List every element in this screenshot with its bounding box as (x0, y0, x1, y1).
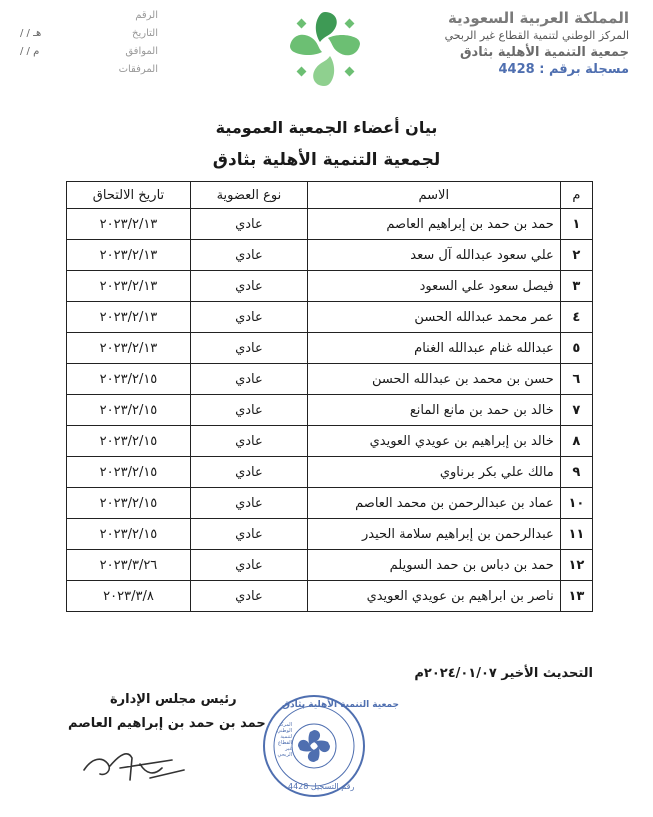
row-name-cell: فيصل سعود علي السعود (307, 271, 560, 302)
row-num-cell: ٥ (560, 333, 592, 364)
table-row (67, 550, 593, 581)
row-num-cell: ١٢ (560, 550, 592, 581)
row-type-cell: عادي (190, 519, 307, 550)
row-date-cell: ٢٠٢٣/٢/١٥ (67, 457, 191, 488)
equiv-date-label: الموافق (125, 46, 158, 57)
header-type: نوع العضوية (190, 182, 307, 209)
table-row (67, 364, 593, 395)
row-type-cell: عادي (190, 395, 307, 426)
society-name: جمعية التنمية الأهلية بثادق (459, 45, 629, 60)
row-name-cell: خالد بن إبراهيم بن عويدي العويدي (307, 426, 560, 457)
row-date-cell: ٢٠٢٣/٢/١٣ (67, 302, 191, 333)
row-type-cell: عادي (190, 209, 307, 240)
table-row (67, 333, 593, 364)
row-date-cell: ٢٠٢٣/٢/١٥ (67, 488, 191, 519)
registration-number: مسجلة برقم : 4428 (498, 62, 629, 77)
table-row (67, 271, 593, 302)
signature (80, 740, 190, 790)
row-num-cell: ٨ (560, 426, 592, 457)
table-row (67, 395, 593, 426)
row-num-cell: ٩ (560, 457, 592, 488)
table-row (67, 519, 593, 550)
row-name-cell: ناصر بن ابراهيم بن عويدي العويدي (307, 581, 560, 612)
society-logo (280, 6, 370, 92)
row-type-cell: عادي (190, 550, 307, 581)
center-name: المركز الوطني لتنمية القطاع غير الربحي (444, 29, 629, 42)
row-name-cell: عبدالله غنام عبدالله الغنام (307, 333, 560, 364)
attachments-label: المرفقات (118, 64, 158, 75)
official-stamp (262, 694, 400, 798)
number-label: الرقم (135, 10, 158, 21)
table-row (67, 209, 593, 240)
table-row (67, 457, 593, 488)
row-date-cell: ٢٠٢٣/٣/٨ (67, 581, 191, 612)
header-num: م (560, 182, 592, 209)
row-name-cell: عمر محمد عبدالله الحسن (307, 302, 560, 333)
row-type-cell: عادي (190, 333, 307, 364)
kingdom-name: المملكة العربية السعودية (447, 9, 629, 27)
date-value: / / هـ (20, 28, 42, 39)
members-table (66, 181, 593, 612)
equiv-date-line (18, 44, 158, 62)
header-date: تاريخ الالتحاق (67, 182, 191, 209)
table-row (67, 581, 593, 612)
row-name-cell: علي سعود عبدالله آل سعد (307, 240, 560, 271)
row-name-cell: خالد بن حمد بن مانع المانع (307, 395, 560, 426)
document-meta-fields (18, 8, 158, 80)
row-date-cell: ٢٠٢٣/٢/١٥ (67, 395, 191, 426)
row-num-cell: ٧ (560, 395, 592, 426)
row-date-cell: ٢٠٢٣/٢/١٣ (67, 271, 191, 302)
row-type-cell: عادي (190, 302, 307, 333)
letterhead (445, 8, 629, 79)
row-name-cell: عماد بن عبدالرحمن بن محمد العاصم (307, 488, 560, 519)
document-title: بيان أعضاء الجمعية العمومية (215, 118, 438, 137)
table-row (67, 240, 593, 271)
stamp-mid-text: المركز الوطني لتنمية القطاع غير الربحي (276, 722, 292, 758)
row-num-cell: ٤ (560, 302, 592, 333)
row-num-cell: ٣ (560, 271, 592, 302)
row-type-cell: عادي (190, 426, 307, 457)
table-row (67, 488, 593, 519)
row-type-cell: عادي (190, 581, 307, 612)
row-date-cell: ٢٠٢٣/٢/١٣ (67, 333, 191, 364)
row-num-cell: ١٣ (560, 581, 592, 612)
row-name-cell: حمد بن دباس بن حمد السويلم (307, 550, 560, 581)
row-date-cell: ٢٠٢٣/٢/١٥ (67, 519, 191, 550)
attachments-line (18, 62, 158, 80)
row-type-cell: عادي (190, 488, 307, 519)
date-line (18, 26, 158, 44)
row-num-cell: ١٠ (560, 488, 592, 519)
row-num-cell: ١ (560, 209, 592, 240)
stamp-bottom-text: رقم التسجيل 4428 (288, 782, 355, 791)
number-line (18, 8, 158, 26)
stamp-top-text: جمعية التنمية الأهلية بثادق (282, 700, 400, 710)
row-type-cell: عادي (190, 457, 307, 488)
row-name-cell: حمد بن حمد بن إبراهيم العاصم (307, 209, 560, 240)
table-header-row (67, 182, 593, 209)
row-type-cell: عادي (190, 364, 307, 395)
row-date-cell: ٢٠٢٣/٢/١٥ (67, 426, 191, 457)
row-num-cell: ٦ (560, 364, 592, 395)
table-row (67, 302, 593, 333)
chair-title: رئيس مجلس الإدارة (110, 692, 237, 707)
last-update: التحديث الأخير ٢٠٢٤/٠١/٠٧م (414, 666, 593, 681)
row-num-cell: ٢ (560, 240, 592, 271)
date-label: التاريخ (132, 28, 158, 39)
row-name-cell: مالك علي بكر برناوي (307, 457, 560, 488)
row-name-cell: حسن بن محمد بن عبدالله الحسن (307, 364, 560, 395)
document-subtitle: لجمعية التنمية الأهلية بثادق (212, 150, 441, 170)
row-date-cell: ٢٠٢٣/٣/٢٦ (67, 550, 191, 581)
row-date-cell: ٢٠٢٣/٢/١٥ (67, 364, 191, 395)
row-num-cell: ١١ (560, 519, 592, 550)
table-row (67, 426, 593, 457)
row-type-cell: عادي (190, 271, 307, 302)
row-date-cell: ٢٠٢٣/٢/١٣ (67, 240, 191, 271)
chair-name: حمد بن حمد بن إبراهيم العاصم (68, 716, 266, 731)
equiv-date-value: / / م (20, 46, 40, 57)
row-date-cell: ٢٠٢٣/٢/١٣ (67, 209, 191, 240)
row-name-cell: عبدالرحمن بن إبراهيم سلامة الحيدر (307, 519, 560, 550)
header-name: الاسم (307, 182, 560, 209)
row-type-cell: عادي (190, 240, 307, 271)
